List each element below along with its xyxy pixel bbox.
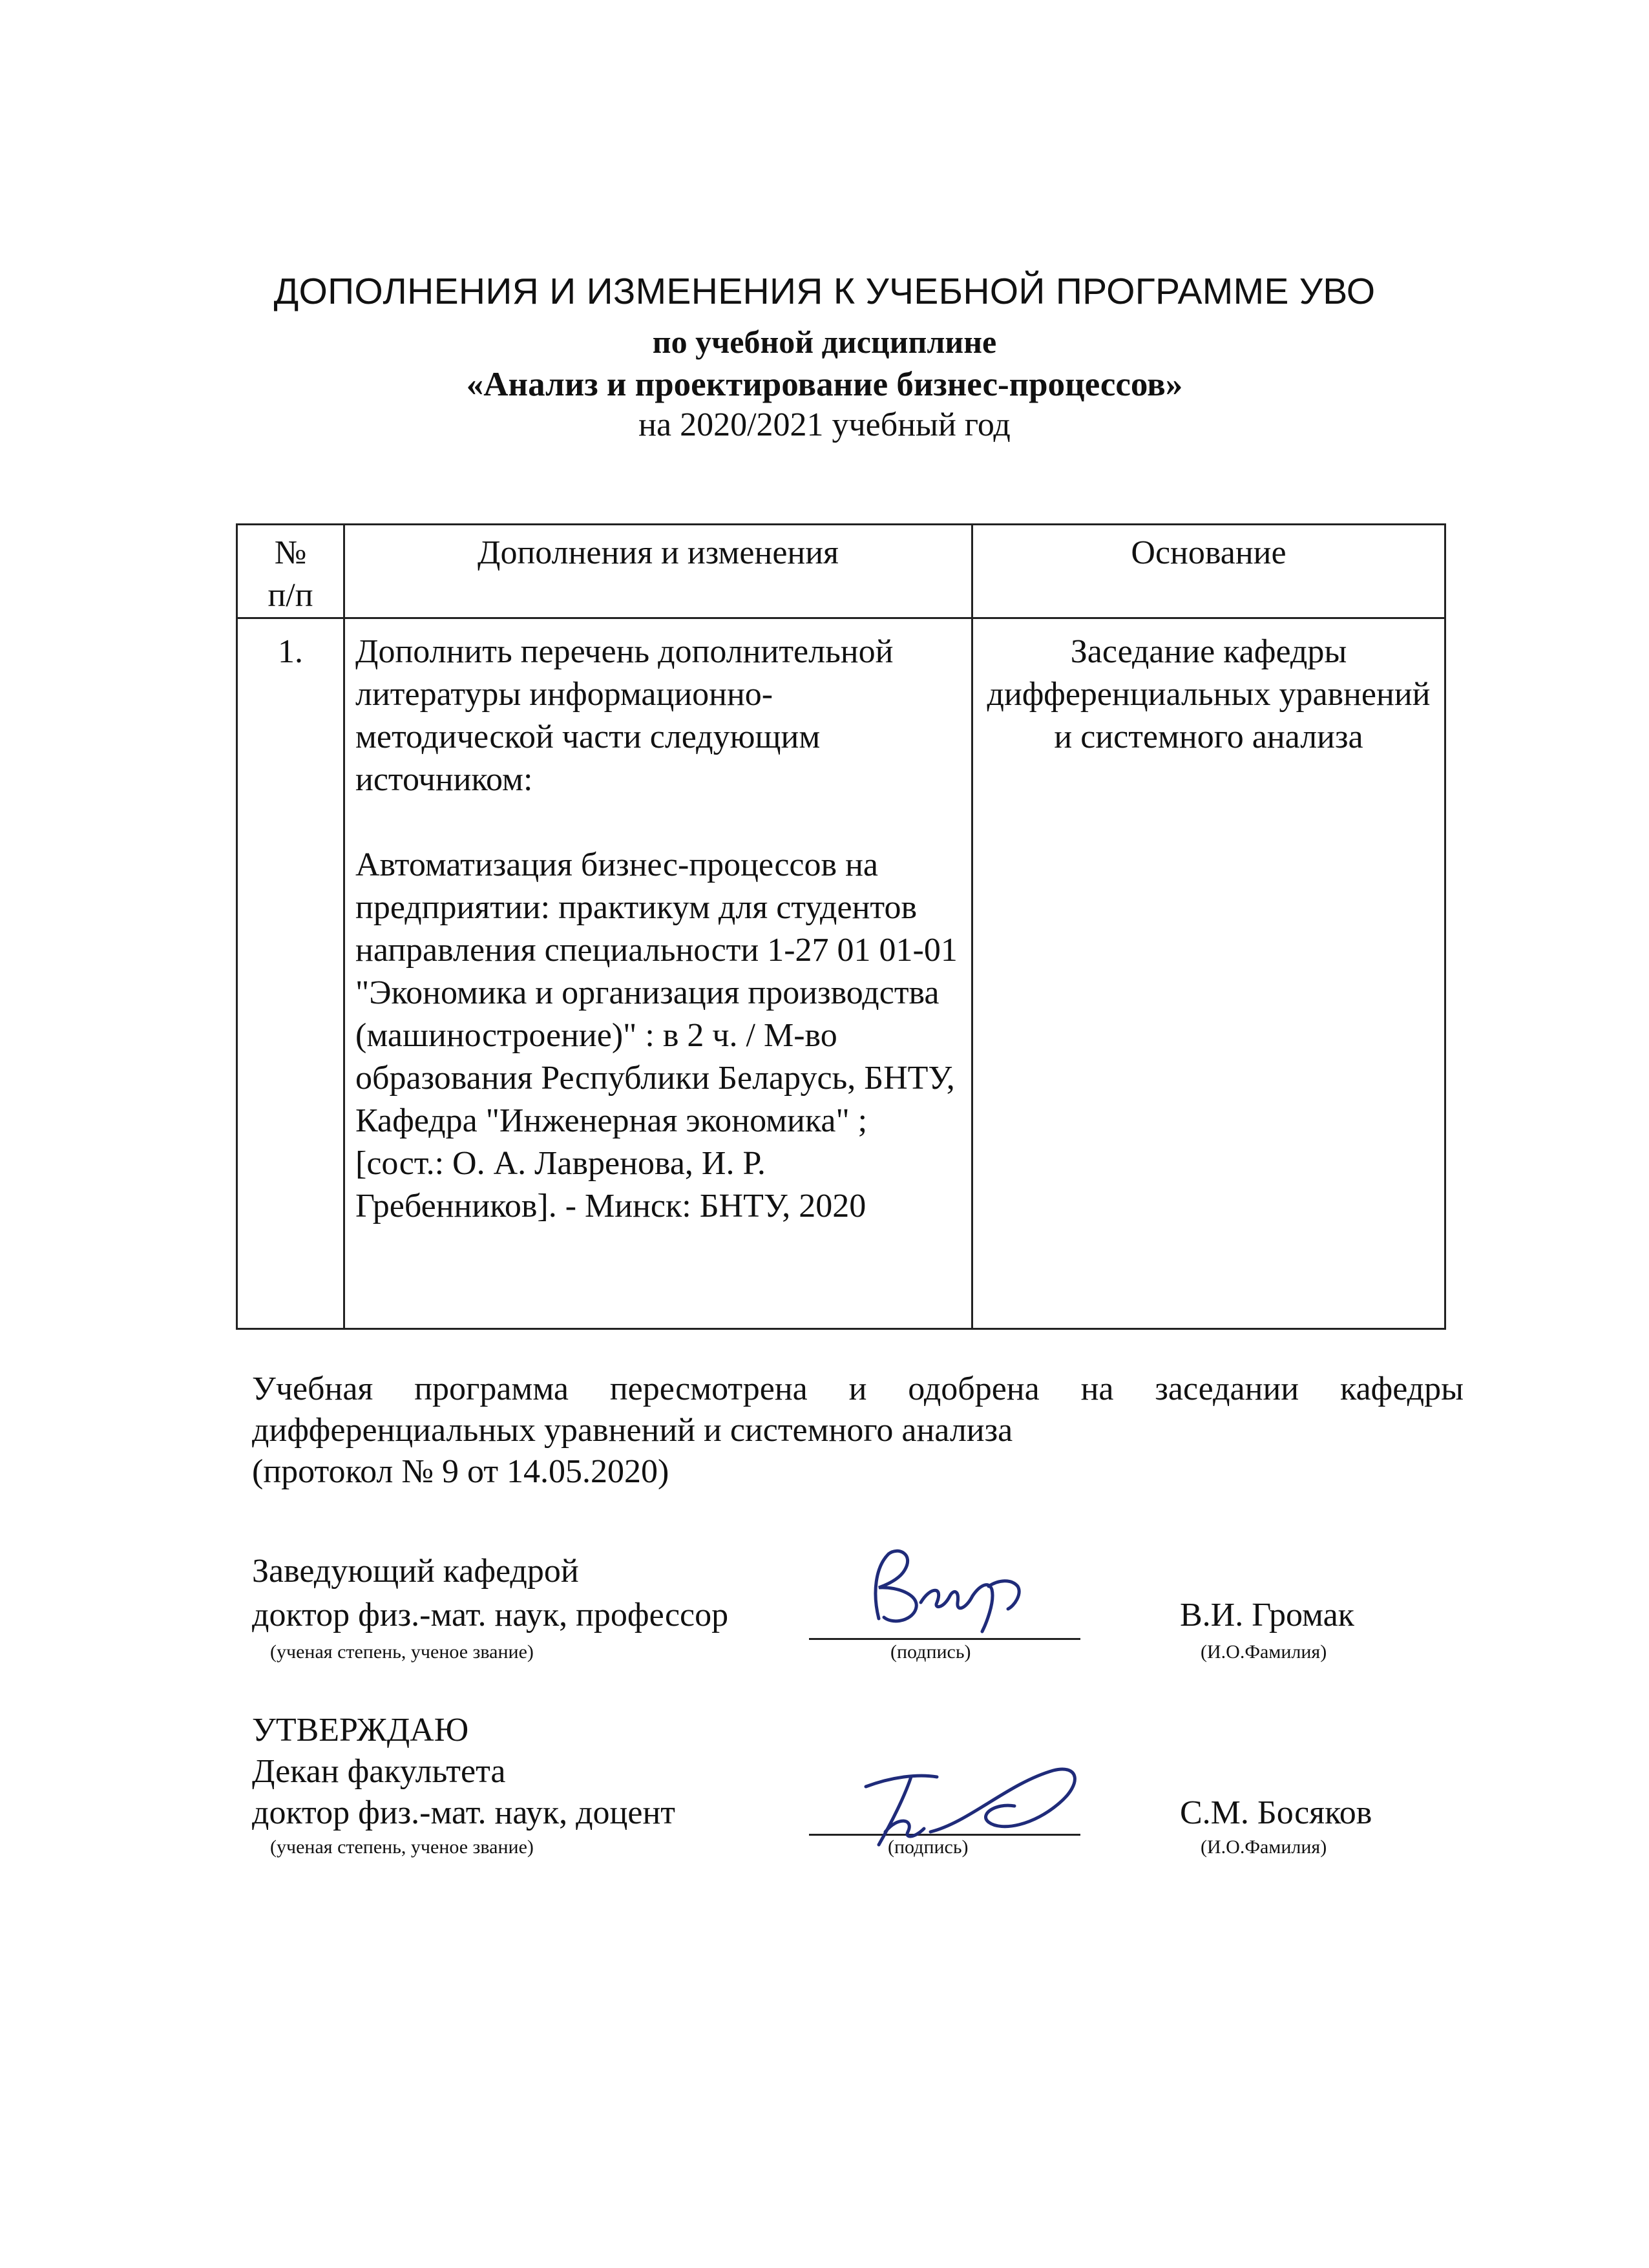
discipline-name: «Анализ и проектирование бизнес-процессов»: [466, 366, 1183, 403]
header-number: [237, 525, 344, 618]
document-title: ДОПОЛНЕНИЯ И ИЗМЕНЕНИЯ К УЧЕБНОЙ ПРОГРАММЕ УВО: [273, 271, 1376, 312]
header-number-symbol: №: [274, 534, 307, 571]
approval-line-2: дифференциальных уравнений и системного анализа: [252, 1412, 1013, 1449]
change-intro: Дополнить перечень дополнительной литературы информационно-методической части следующим источником:: [355, 633, 894, 798]
head-name-caption: (И.О.Фамилия): [1201, 1641, 1327, 1663]
approval-protocol: (протокол № 9 от 14.05.2020): [252, 1453, 669, 1490]
dean-degree: доктор физ.-мат. наук, доцент: [252, 1794, 676, 1831]
header-basis: Основание: [972, 525, 1445, 618]
discipline-prefix: по учебной дисциплине: [652, 324, 997, 360]
approve-heading: УТВЕРЖДАЮ: [252, 1712, 469, 1748]
head-name: В.И. Громак: [1180, 1597, 1354, 1633]
row-number: 1.: [237, 618, 344, 1329]
dean-signature-scribble: [840, 1758, 1098, 1854]
academic-year: на 2020/2021 учебный год: [638, 406, 1011, 443]
dean-signature-caption: (подпись): [888, 1836, 969, 1858]
header-changes: Дополнения и изменения: [344, 525, 972, 618]
table-header-row: [237, 525, 1445, 618]
head-degree: доктор физ.-мат. наук, профессор: [252, 1597, 729, 1633]
head-signature-line: [809, 1638, 1080, 1640]
changes-table: [236, 523, 1446, 1330]
head-role: Заведующий кафедрой: [252, 1553, 579, 1590]
dean-name-caption: (И.О.Фамилия): [1201, 1836, 1327, 1858]
paragraph-gap: [355, 801, 962, 844]
approval-note: [252, 1369, 1464, 1493]
row-basis: Заседание кафедры дифференциальных уравнений и системного анализа: [972, 618, 1445, 1329]
approval-line-1: Учебная программа пересмотрена и одобрена на заседании кафедры: [252, 1370, 1464, 1407]
head-signature-scribble: [853, 1541, 1047, 1638]
row-change: [344, 618, 972, 1329]
change-source: Автоматизация бизнес-процессов на предприятии: практикум для студентов направления специальности 1-27 01 01-01 "Экономика и организация производства (машиностроение)" : в 2 ч. / М-во образования Республики Беларусь, БНТУ, Кафедра "Инженерная экономика" ; [сост.: О. А. Лавренова, И. Р. Гребенников]. - Минск: БНТУ, 2020: [355, 846, 958, 1224]
dean-name: С.М. Босяков: [1180, 1794, 1372, 1831]
dean-role: Декан факультета: [252, 1753, 506, 1790]
header-number-abbrev: п/п: [268, 577, 313, 614]
table-row: [237, 618, 1445, 1329]
head-signature-caption: (подпись): [890, 1641, 971, 1663]
head-degree-caption: (ученая степень, ученое звание): [270, 1641, 534, 1663]
dean-degree-caption: (ученая степень, ученое звание): [270, 1836, 534, 1858]
